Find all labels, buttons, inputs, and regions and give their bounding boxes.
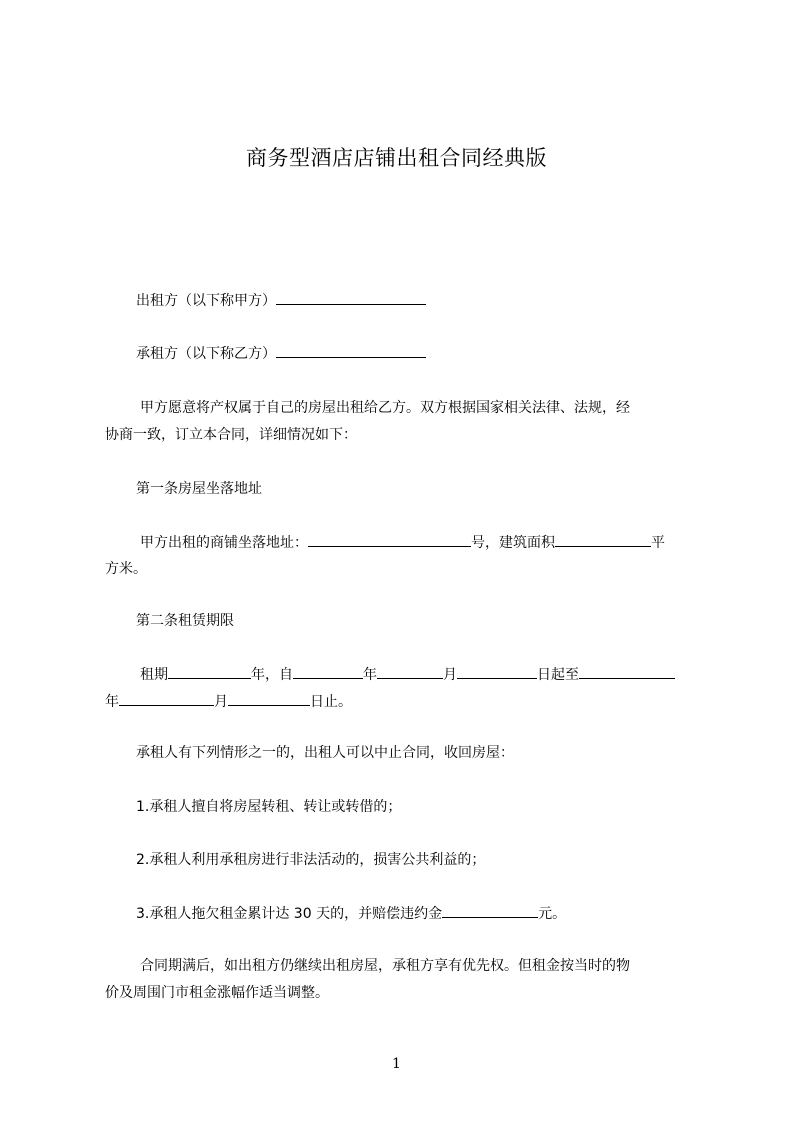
- start-day-label: 日起至: [537, 667, 579, 683]
- article2-line-2: [105, 691, 352, 712]
- end-month-blank[interactable]: [119, 691, 214, 706]
- term-from-label: 年，自: [251, 667, 293, 683]
- end-year-blank-a[interactable]: [579, 664, 675, 679]
- intro-line-1: 甲方愿意将产权属于自己的房屋出租给乙方。双方根据国家相关法律、法规，经: [140, 400, 630, 416]
- article1-line-2: 方米。: [105, 561, 147, 577]
- party-b-line: [136, 343, 426, 364]
- article2-line-1: [140, 664, 675, 685]
- end-day-label: 日止。: [310, 694, 352, 710]
- start-day-blank[interactable]: [457, 664, 537, 679]
- end-day-blank[interactable]: [228, 691, 310, 706]
- term-label: 租期: [140, 667, 168, 683]
- penalty-unit: 元。: [538, 906, 567, 922]
- start-month-blank[interactable]: [377, 664, 443, 679]
- page-number: 1: [392, 1056, 401, 1072]
- penalty-amount-blank[interactable]: [442, 903, 538, 918]
- termination-intro: 承租人有下列情形之一的，出租人可以中止合同，收回房屋：: [136, 745, 514, 761]
- address-blank[interactable]: [308, 532, 471, 547]
- penalty-label: 3.承租人拖欠租金累计达 30 天的，并赔偿违约金: [136, 906, 443, 922]
- start-month-label: 月: [443, 667, 457, 683]
- article1-line-1: [140, 532, 665, 553]
- document-title: 商务型酒店店铺出租合同经典版: [246, 146, 547, 170]
- start-year-blank[interactable]: [293, 664, 363, 679]
- party-a-label: 出租方（以下称甲方）: [136, 293, 276, 309]
- area-blank[interactable]: [555, 532, 651, 547]
- article2-heading: 第二条租赁期限: [136, 613, 234, 629]
- termination-item-2: 2.承租人利用承租房进行非法活动的，损害公共利益的；: [136, 852, 486, 868]
- end-month-label: 月: [214, 694, 228, 710]
- renewal-line-2: 价及周围门市租金涨幅作适当调整。: [105, 985, 329, 1001]
- article1-unit-a: 平: [651, 535, 665, 551]
- party-b-blank[interactable]: [276, 343, 426, 358]
- termination-item-1: 1.承租人擅自将房屋转租、转让或转借的；: [136, 799, 402, 815]
- termination-item-3: [136, 903, 566, 924]
- renewal-line-1: 合同期满后，如出租方仍继续出租房屋，承租方享有优先权。但租金按当时的物: [140, 958, 630, 974]
- article1-address-label: 甲方出租的商铺坐落地址：: [140, 535, 308, 551]
- party-b-label: 承租方（以下称乙方）: [136, 346, 276, 362]
- start-year-label: 年: [363, 667, 377, 683]
- intro-line-2: 协商一致，订立本合同，详细情况如下：: [105, 427, 357, 443]
- party-a-blank[interactable]: [276, 290, 426, 305]
- end-year-label: 年: [105, 694, 119, 710]
- term-years-blank[interactable]: [168, 664, 251, 679]
- article1-heading: 第一条房屋坐落地址: [136, 481, 262, 497]
- article1-area-label: 号，建筑面积: [471, 535, 555, 551]
- party-a-line: [136, 290, 426, 311]
